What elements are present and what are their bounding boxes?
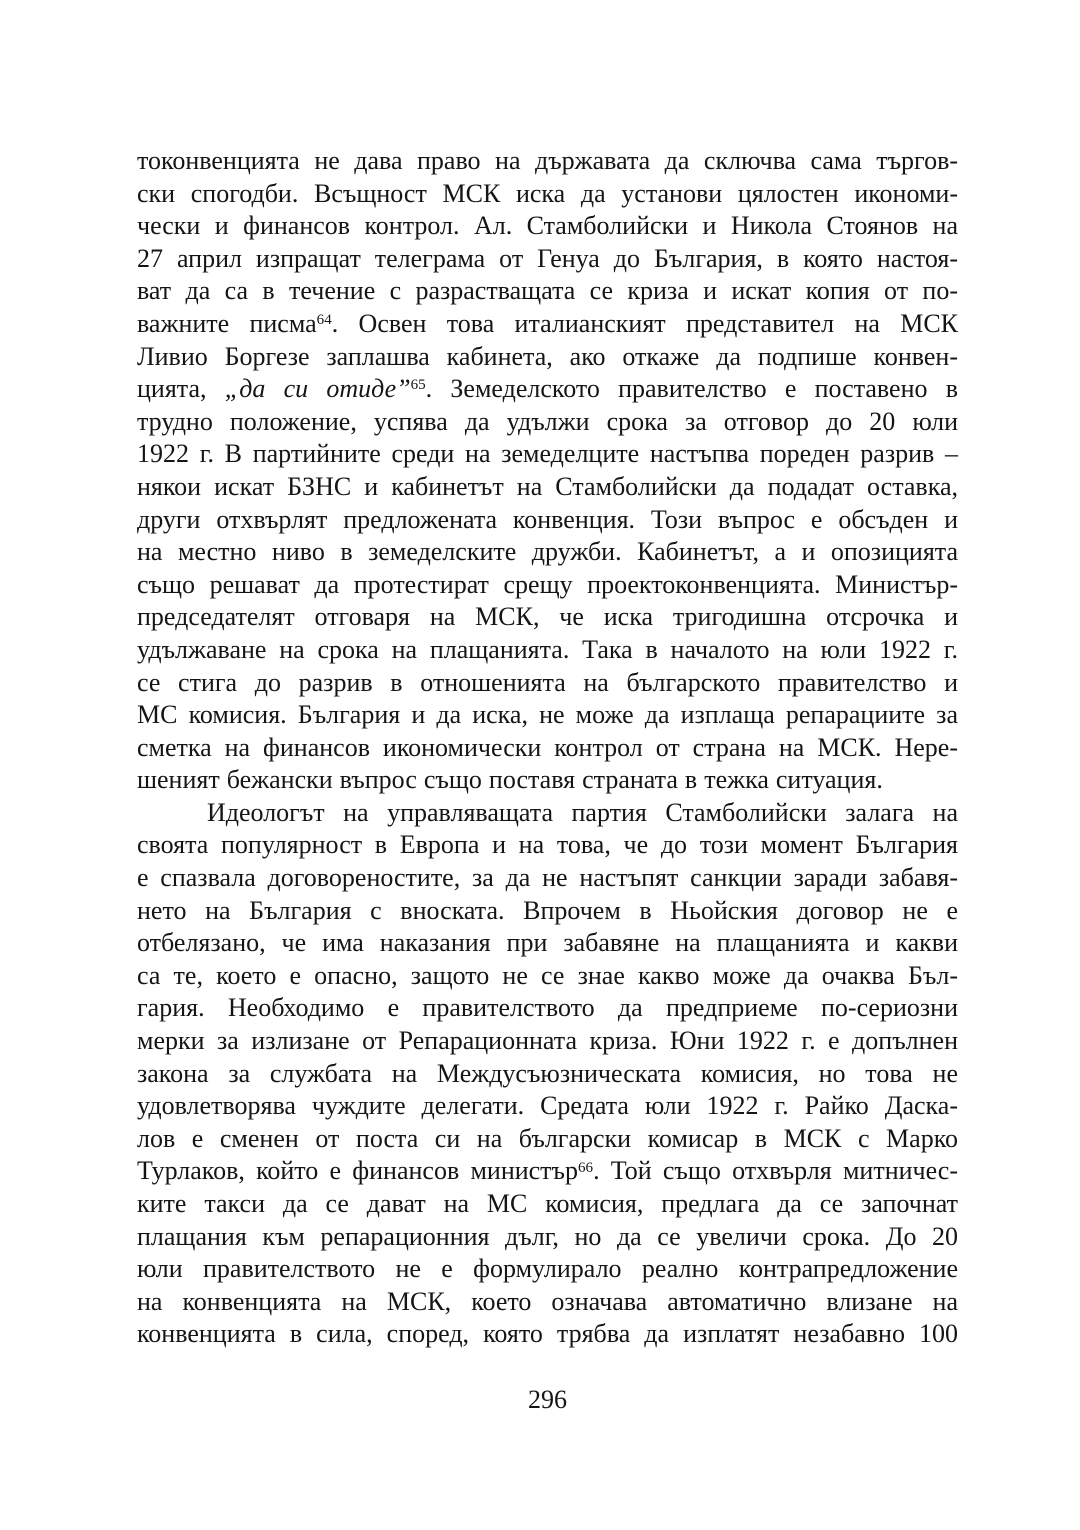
text-line — [137, 178, 958, 211]
text-segment: ват да са в течение с разрастващата се криза и искат копия от по- — [137, 276, 958, 306]
text-segment: шеният бежански въпрос също поставя страната в тежка ситуация. — [137, 765, 883, 795]
text-segment: лов е сменен от поста си на български комисар в МСК с Марко — [137, 1123, 958, 1153]
text-line — [137, 862, 958, 895]
text-line — [137, 667, 958, 700]
text-line — [137, 699, 958, 732]
text-line — [137, 634, 958, 667]
text-line — [137, 504, 958, 537]
text-segment: 1922 г. В партийните среди на земеделците настъпва пореден разрив – — [137, 439, 958, 469]
text-line — [137, 1123, 958, 1156]
text-segment: удовлетворява чуждите делегати. Средата юли 1922 г. Райко Даска- — [137, 1091, 958, 1121]
text-line — [137, 960, 958, 993]
text-line — [137, 1155, 958, 1188]
text-line — [137, 308, 958, 341]
text-segment: Идеологът на управляващата партия Стамболийски залага на — [207, 797, 958, 827]
text-line — [137, 275, 958, 308]
text-line — [137, 895, 958, 928]
text-segment: плащания към репарационния дълг, но да се увеличи срока. До 20 — [137, 1221, 958, 1251]
text-segment: токонвенцията не дава право на държавата да сключва сама търгов- — [137, 146, 958, 175]
text-segment: МС комисия. България и да иска, не може да изплаща репарациите за — [137, 700, 958, 730]
text-segment: са те, което е опасно, защото не се знае какво може да очаква Бъл- — [137, 960, 958, 990]
text-segment: . Той също отхвърля митничес- — [593, 1156, 958, 1186]
text-line — [137, 1318, 958, 1351]
text-segment: нето на България с вноската. Впрочем в Ньойския договор не е — [137, 895, 958, 925]
text-segment: председателят отговаря на МСК, че иска тригодишна отсрочка и — [137, 602, 958, 632]
text-segment: ките такси да се дават на МС комисия, предлага да се започнат — [137, 1189, 958, 1218]
text-segment: Ливио Боргезе заплашва кабинета, ако откаже да подпише конвен- — [137, 341, 958, 371]
footnote-reference: 66 — [578, 1159, 594, 1176]
text-line — [137, 927, 958, 960]
text-segment: се стига до разрив в отношенията на българското правителство и — [137, 667, 958, 697]
text-segment: също решават да протестират срещу проектоконвенцията. Министър- — [137, 569, 958, 599]
footnote-reference: 65 — [410, 377, 426, 394]
quoted-phrase: „да си отиде” — [224, 374, 411, 404]
page-number: 296 — [528, 1385, 567, 1414]
text-segment: други отхвърлят предложената конвенция. Този въпрос е обсъден и — [137, 504, 958, 534]
text-line — [137, 797, 958, 830]
text-line — [137, 145, 958, 178]
text-line — [137, 601, 958, 634]
text-line — [137, 536, 958, 569]
page-lines — [137, 145, 958, 1351]
text-segment: важните писма — [137, 308, 317, 338]
text-segment: закона за службата на Междусъюзническата комисия, но това не — [137, 1058, 958, 1088]
text-line — [137, 438, 958, 471]
text-segment: на местно ниво в земеделските дружби. Кабинетът, а и опозицията — [137, 537, 958, 567]
text-segment: цията, — [137, 374, 225, 404]
text-line — [137, 210, 958, 243]
text-line — [137, 829, 958, 862]
text-line — [137, 732, 958, 765]
text-line — [137, 1286, 958, 1319]
text-line — [137, 406, 958, 439]
text-segment: . Освен това италианският представител на МСК — [331, 308, 959, 338]
text-segment: някои искат БЗНС и кабинетът на Стамболийски да подадат оставка, — [137, 471, 958, 501]
text-line — [137, 1221, 958, 1254]
text-line — [137, 373, 958, 406]
text-segment: Турлаков, който е финансов министър — [137, 1156, 578, 1186]
text-line — [137, 471, 958, 504]
text-line — [137, 1058, 958, 1091]
text-line — [137, 341, 958, 374]
text-segment: . Земеделското правителство е поставено в — [425, 374, 958, 404]
text-line — [137, 1188, 958, 1221]
text-segment: своята популярност в Европа и на това, че до този момент България — [137, 830, 958, 860]
footnote-reference: 64 — [316, 312, 332, 329]
text-line — [137, 992, 958, 1025]
text-segment: удължаване на срока на плащанията. Така в началото на юли 1922 г. — [137, 634, 958, 664]
text-segment: сметка на финансов икономически контрол от страна на МСК. Нере- — [137, 732, 958, 762]
text-segment: чески и финансов контрол. Ал. Стамболийски и Никола Стоянов на — [137, 211, 958, 241]
text-line — [137, 1025, 958, 1058]
text-segment: юли правителството не е формулирало реално контрапредложение — [137, 1254, 958, 1284]
text-line — [137, 764, 958, 797]
text-segment: ски спогодби. Всъщност МСК иска да установи цялостен икономи- — [137, 178, 958, 208]
text-segment: е спазвала договореностите, за да не настъпят санкции заради забавя- — [137, 863, 958, 893]
text-line — [137, 243, 958, 276]
text-segment: на конвенцията на МСК, което означава автоматично влизане на — [137, 1286, 958, 1316]
text-line — [137, 1090, 958, 1123]
text-segment: конвенцията в сила, според, която трябва да изплатят незабавно 100 — [137, 1319, 958, 1349]
text-segment: мерки за излизане от Репарационната криза. Юни 1922 г. е допълнен — [137, 1026, 958, 1056]
text-segment: отбелязано, че има наказания при забавяне на плащанията и какви — [137, 928, 958, 958]
text-line — [137, 569, 958, 602]
text-segment: трудно положение, успява да удължи срока за отговор до 20 юли — [137, 406, 958, 436]
text-line — [137, 1253, 958, 1286]
text-segment: 27 април изпращат телеграма от Генуа до България, в която настоя- — [137, 243, 958, 273]
text-segment: гария. Необходимо е правителството да предприеме по-сериозни — [137, 993, 958, 1023]
